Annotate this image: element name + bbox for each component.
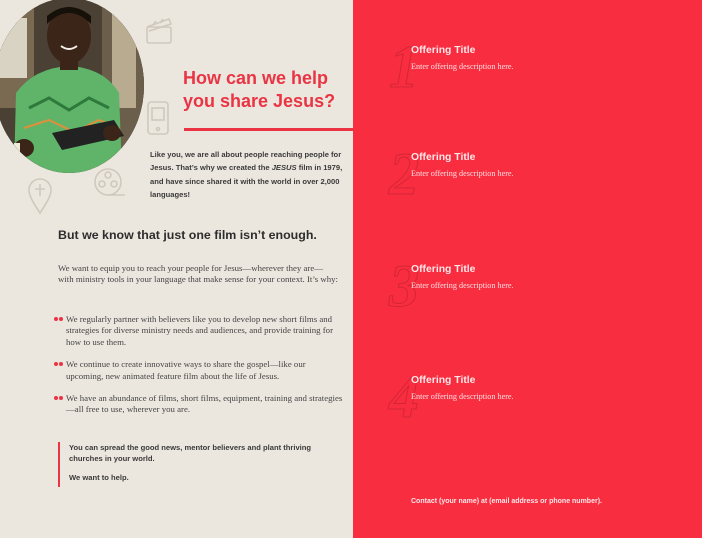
offering-title: Offering Title	[411, 152, 476, 163]
bullet-list	[54, 314, 344, 427]
intro-text-start: Like you, we are all about people reaching people for Jesus. That’s why we created the	[150, 150, 342, 173]
offering-description: Enter offering description here.	[411, 281, 514, 290]
body-paragraph: We want to equip you to reach your people for Jesus—wherever they are—with ministry tools in your language that make sense for your context. It’s why:	[58, 263, 338, 285]
callout-text: You can spread the good news, mentor believers and plant thriving churches in your world.	[69, 443, 312, 464]
bullet-dots-icon	[54, 396, 64, 401]
intro-film-name: JESUS	[271, 163, 297, 173]
bullet-item	[54, 314, 344, 348]
headline-rule	[184, 128, 353, 131]
man-with-tablet-photo	[0, 0, 144, 173]
callout-block	[58, 442, 344, 487]
film-reel-icon	[92, 164, 128, 200]
bullet-dots-icon	[54, 362, 64, 367]
offering-title: Offering Title	[411, 264, 476, 275]
bullet-item	[54, 393, 344, 416]
tablet-icon	[146, 100, 170, 136]
intro-paragraph	[150, 148, 348, 201]
bullet-text: We have an abundance of films, short films, equipment, training and strategies—all free to use, wherever you are.	[66, 393, 343, 415]
subheading: But we know that just one film isn’t enough.	[58, 228, 317, 242]
offering-title: Offering Title	[411, 375, 476, 386]
bullet-item	[54, 359, 344, 382]
clapper-icon	[143, 15, 177, 47]
bullet-text: We continue to create innovative ways to share the gospel—like our upcoming, new animated feature film about the life of Jesus.	[66, 359, 306, 381]
location-pin-icon	[26, 176, 54, 216]
contact-line: Contact (your name) at (email address or phone number).	[411, 498, 602, 505]
offering-description: Enter offering description here.	[411, 392, 514, 401]
offering-number: 3	[389, 253, 419, 319]
offering-description: Enter offering description here.	[411, 169, 514, 178]
offering-number: 2	[389, 141, 419, 207]
page-headline: How can we help you share Jesus?	[183, 68, 336, 111]
bullet-dots-icon	[54, 317, 64, 322]
offering-description: Enter offering description here.	[411, 62, 514, 71]
callout-help: We want to help.	[69, 472, 129, 482]
bullet-text: We regularly partner with believers like you to develop new short films and strategies for diverse ministry needs and audiences, and provide training for how to use them.	[66, 314, 333, 347]
offering-title: Offering Title	[411, 45, 476, 56]
offering-number: 1	[389, 34, 419, 100]
intro-text-end: film in 1979, and have since shared it with the world in over 2,000 languages!	[150, 163, 343, 199]
offering-number: 4	[389, 364, 419, 430]
